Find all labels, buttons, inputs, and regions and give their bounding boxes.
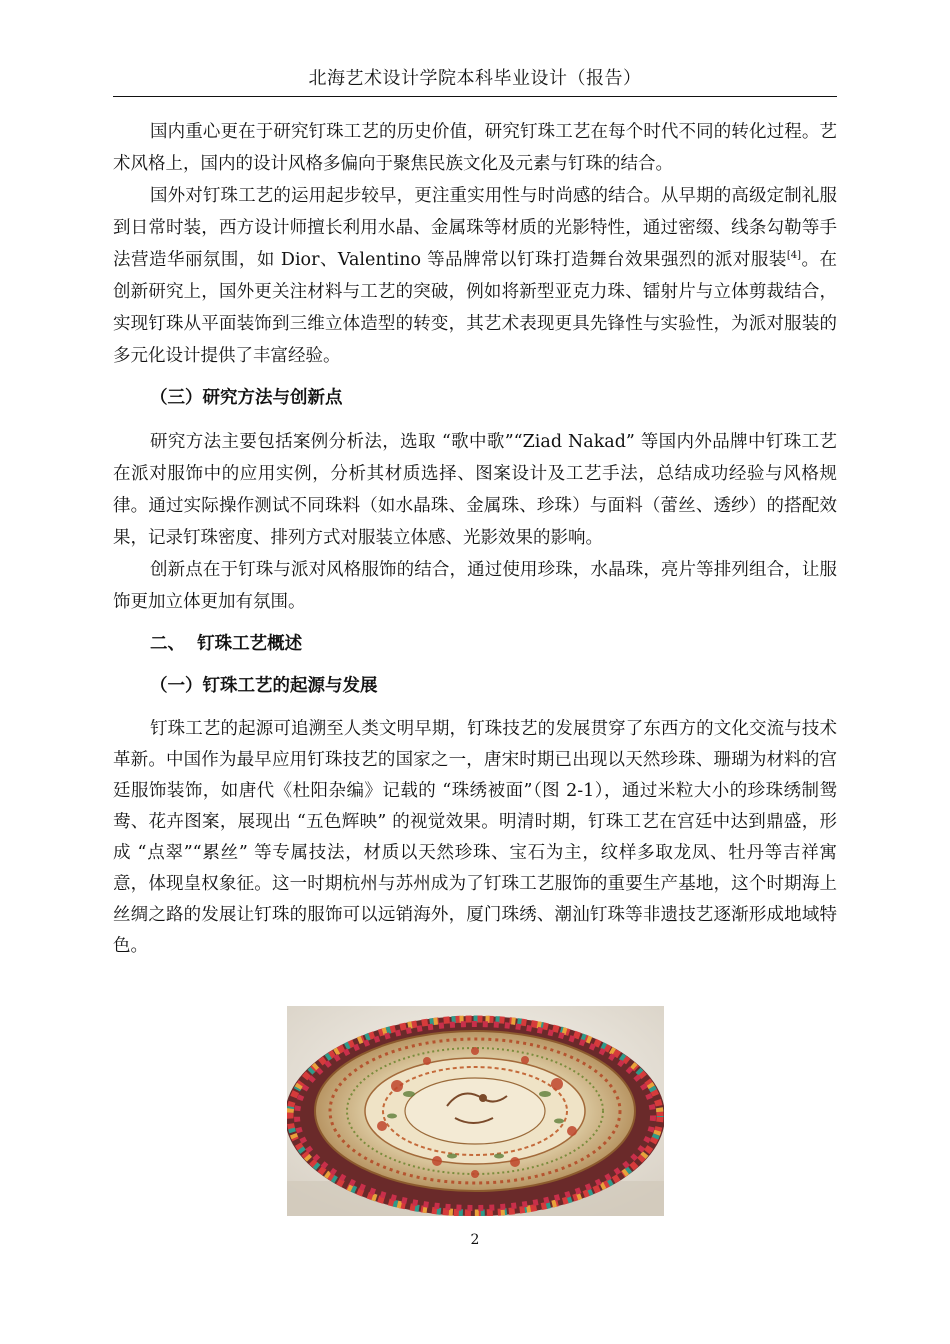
paragraph-foreign-text-b: 。在创新研究上，国外更关注材料与工艺的突破，例如将新型亚克力珠、镭射片与立体剪裁结合，实现钉珠从平面装饰到三维立体造型的转变，其艺术表现更具先锋性与实验性，为派对服装的多元化设计提供了丰富经验。 (113, 250, 838, 366)
paragraph-origin: 钉珠工艺的起源可追溯至人类文明早期，钉珠技艺的发展贯穿了东西方的文化交流与技术革新。中国作为最早应用钉珠技艺的国家之一，唐宋时期已出现以天然珍珠、珊瑚为材料的宫廷服饰装饰，如唐代《杜阳杂编》记载的 “珠绣被面”（图 2-1），通过米粒大小的珍珠绣制鸳鸯、花卉图案，展现出 “五色辉映” 的视觉效果。明清时期，钉珠工艺在宫廷中达到鼎盛，形成 “点翠”“累丝” 等专属技法，材质以天然珍珠、宝石为主，纹样多取龙凤、牡丹等吉祥寓意，体现皇权象征。这一时期杭州与苏州成为了钉珠工艺服饰的重要生产基地，这个时期海上丝绸之路的发展让钉珠的服饰可以远销海外，厦门珠绣、潮汕钉珠等非遗技艺逐渐形成地域特色。 (113, 719, 837, 956)
citation-ref: [4] (786, 250, 802, 262)
paragraph-foreign-research (113, 180, 837, 372)
document-body (113, 116, 837, 962)
section-heading-methods: （三）研究方法与创新点 (150, 388, 343, 408)
page-number: 2 (470, 1232, 480, 1248)
chapter-heading-overview: 二、 钉珠工艺概述 (150, 634, 303, 654)
paragraph-domestic-research: 国内重心更在于研究钉珠工艺的历史价值，研究钉珠工艺在每个时代不同的转化过程。艺术风格上，国内的设计风格多偏向于聚焦民族文化及元素与钉珠的结合。 (113, 122, 837, 174)
paragraph-foreign-text-a: 国外对钉珠工艺的运用起步较早，更注重实用性与时尚感的结合。从早期的高级定制礼服到日常时装，西方设计师擅长利用水晶、金属珠等材质的光影特性，通过密缀、线条勾勒等手法营造华丽氛围，如 Dior、Valentino 等品牌常以钉珠打造舞台效果强烈的派对服装 (113, 186, 837, 270)
figure-bead-embroidered-cover (287, 1006, 664, 1216)
page-header: 北海艺术设计学院本科毕业设计（报告） (113, 64, 837, 97)
section-heading-origin: （一）钉珠工艺的起源与发展 (150, 676, 378, 696)
paragraph-methods: 研究方法主要包括案例分析法，选取 “歌中歌”“Ziad Nakad” 等国内外品牌中钉珠工艺在派对服饰中的应用实例，分析其材质选择、图案设计及工艺手法，总结成功经验与风格规律。通过实际操作测试不同珠料（如水晶珠、金属珠、珍珠）与面料（蕾丝、透纱）的搭配效果，记录钉珠密度、排列方式对服装立体感、光影效果的影响。 (113, 432, 837, 548)
paragraph-innovation: 创新点在于钉珠与派对风格服饰的结合，通过使用珍珠，水晶珠，亮片等排列组合，让服饰更加立体更加有氛围。 (113, 560, 837, 612)
embroidered-textile-image (287, 1006, 664, 1216)
